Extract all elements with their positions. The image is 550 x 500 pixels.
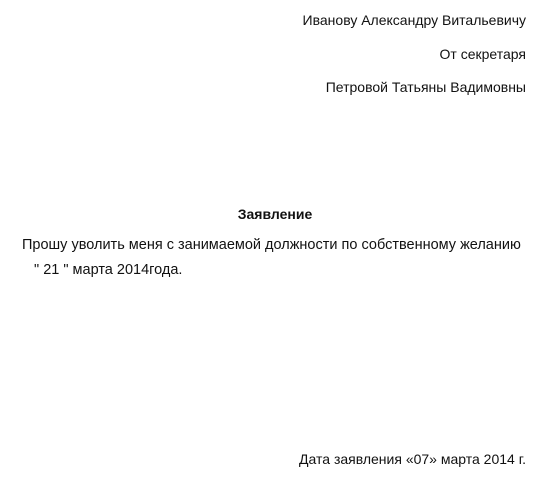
sender-name: Петровой Татьяны Вадимовны: [325, 79, 526, 95]
document-title: Заявление: [237, 206, 313, 222]
request-text: Прошу уволить меня с занимаемой должности по собственному желанию: [22, 237, 521, 253]
sender-label: От секретаря: [439, 46, 526, 62]
addressee-line: Иванову Александру Витальевичу: [302, 12, 526, 28]
application-date: Дата заявления «07» марта 2014 г.: [299, 451, 526, 467]
dismissal-date: " 21 " марта 2014года.: [30, 262, 183, 278]
